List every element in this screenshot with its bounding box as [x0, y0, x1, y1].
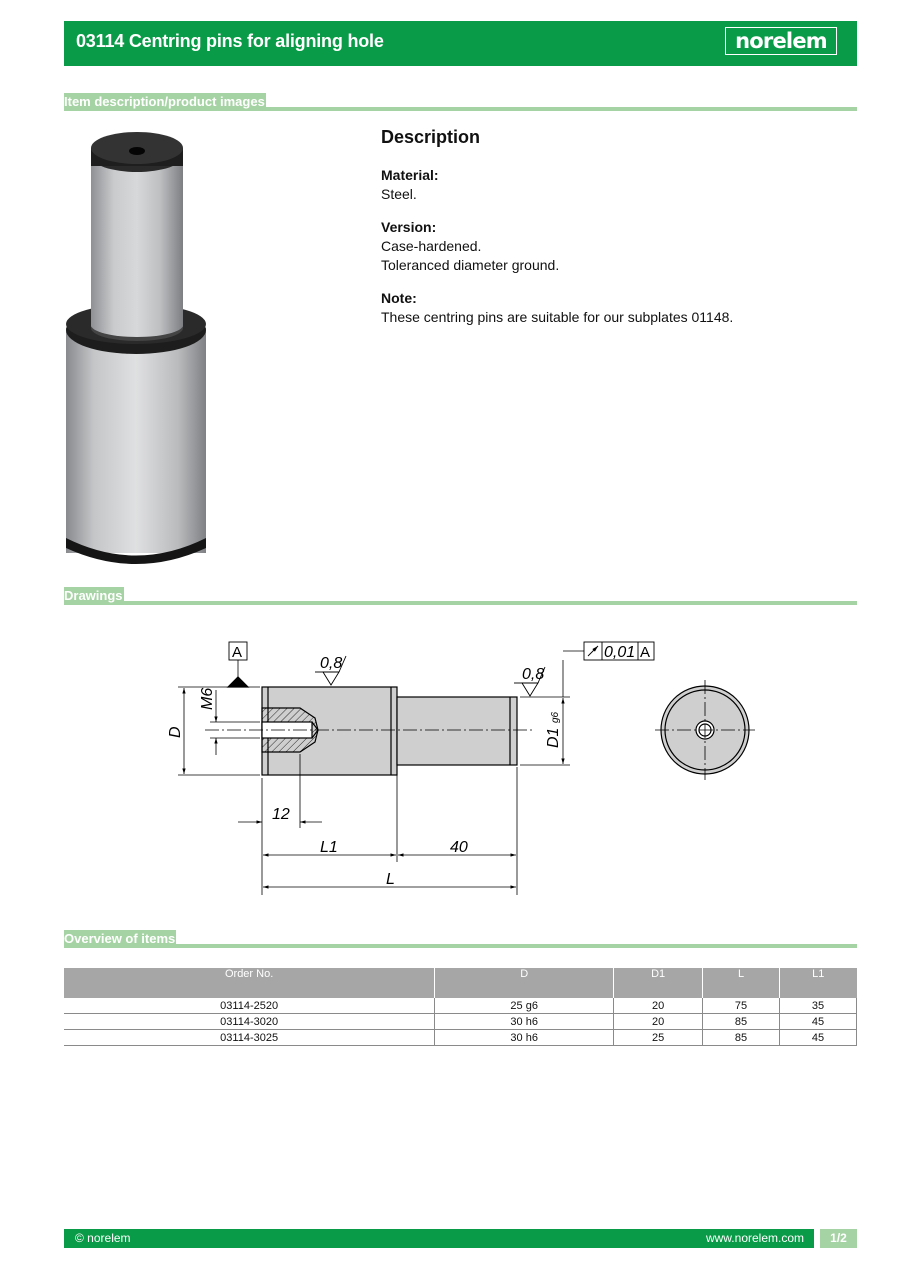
- col-header-l1: L1: [780, 968, 857, 998]
- col-header-l: L: [703, 968, 780, 998]
- datum-label: A: [232, 644, 243, 661]
- norelem-logo: [725, 27, 837, 55]
- table-row: [64, 1030, 857, 1046]
- cell-l: 75: [703, 998, 780, 1014]
- surface-finish-left: 0,8: [320, 655, 343, 672]
- technical-drawing: [160, 630, 780, 905]
- header-bar: [64, 21, 857, 66]
- cell-order-no: 03114-3025: [64, 1030, 435, 1046]
- section-drawings: [64, 587, 857, 605]
- footer-copyright: © norelem: [75, 1231, 131, 1245]
- note-label: Note:: [381, 290, 417, 306]
- version-label: Version:: [381, 219, 437, 235]
- section-label: Drawings: [64, 588, 123, 603]
- table-row: [64, 1014, 857, 1030]
- runout-datum: A: [640, 644, 651, 661]
- note-text: These centring pins are suitable for our subplates 01148.: [381, 309, 734, 325]
- cell-d: 30 h6: [435, 1014, 614, 1030]
- page-number: 1/2: [820, 1229, 857, 1248]
- dim-d1: D1: [545, 727, 562, 748]
- material-block: [381, 166, 851, 204]
- col-header-order-no: Order No.: [64, 968, 435, 998]
- cell-d: 30 h6: [435, 1030, 614, 1046]
- description-panel: [381, 128, 851, 341]
- cell-d: 25 g6: [435, 998, 614, 1014]
- description-heading: Description: [381, 127, 481, 147]
- cell-l1: 45: [780, 1030, 857, 1046]
- cell-order-no: 03114-2520: [64, 998, 435, 1014]
- runout-value: 0,01: [604, 644, 636, 661]
- dim-40: 40: [450, 839, 468, 856]
- product-image: [64, 128, 214, 568]
- surface-finish-right: 0,8: [522, 666, 545, 683]
- dim-d: D: [167, 726, 184, 738]
- section-label: Overview of items: [64, 931, 176, 946]
- footer-website-link[interactable]: www.norelem.com: [705, 1231, 804, 1245]
- note-block: [381, 289, 851, 327]
- col-header-d: D: [435, 968, 614, 998]
- section-label: Item description/product images: [64, 94, 265, 109]
- cell-order-no: 03114-3020: [64, 1014, 435, 1030]
- cell-d1: 20: [614, 1014, 703, 1030]
- dim-thread: M6: [199, 687, 216, 710]
- version-block: [381, 218, 851, 275]
- table-header-row: [64, 968, 857, 998]
- dim-12: 12: [272, 806, 290, 823]
- cell-l: 85: [703, 1014, 780, 1030]
- table-row: [64, 998, 857, 1014]
- version-line: Toleranced diameter ground.: [381, 257, 560, 273]
- cell-l1: 45: [780, 1014, 857, 1030]
- section-overview: [64, 930, 857, 948]
- cell-d1: 25: [614, 1030, 703, 1046]
- material-text: Steel.: [381, 186, 417, 202]
- footer-bar: [64, 1229, 814, 1248]
- logo-text: norelem: [735, 29, 827, 53]
- cell-l1: 35: [780, 998, 857, 1014]
- page-title: 03114 Centring pins for aligning hole: [76, 31, 384, 51]
- cell-d1: 20: [614, 998, 703, 1014]
- dim-d1-tolerance: g6: [550, 711, 561, 723]
- material-label: Material:: [381, 167, 439, 183]
- section-item-description: [64, 93, 857, 111]
- col-header-d1: D1: [614, 968, 703, 998]
- cell-l: 85: [703, 1030, 780, 1046]
- dim-l: L: [386, 871, 395, 888]
- items-table: [64, 968, 857, 1046]
- dim-l1: L1: [320, 839, 338, 856]
- version-line: Case-hardened.: [381, 238, 482, 254]
